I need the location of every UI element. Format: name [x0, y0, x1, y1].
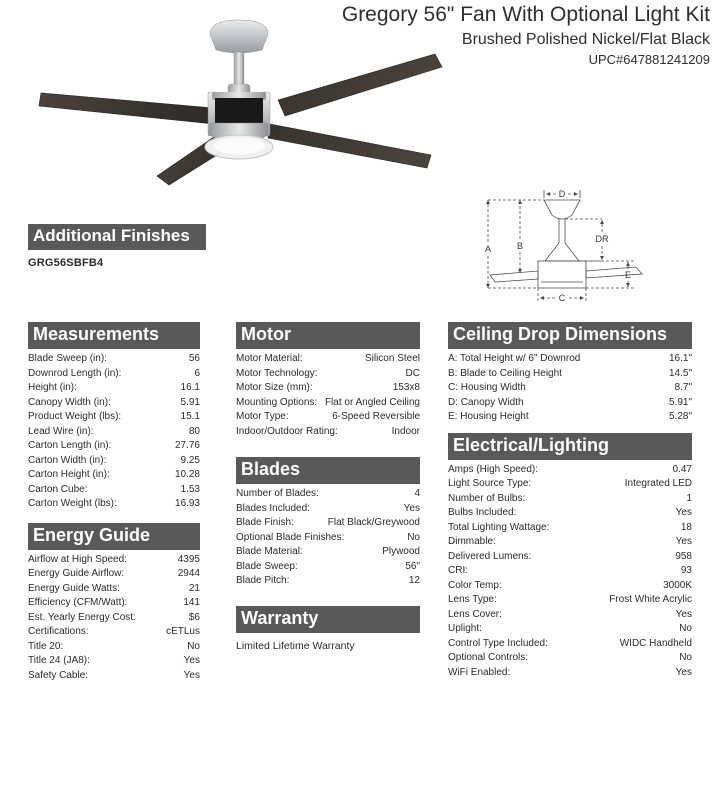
spec-row: [28, 497, 200, 512]
spec-label: Blade Finish:: [236, 517, 294, 528]
spec-row: [28, 425, 200, 440]
spec-label: Est. Yearly Energy Cost:: [28, 611, 136, 623]
spec-value: 6: [194, 367, 200, 379]
warranty-text: Limited Lifetime Warranty: [236, 639, 355, 652]
spec-label: Certifications:: [28, 626, 89, 637]
spec-value: 21: [188, 582, 200, 594]
fan-blade: [39, 93, 214, 124]
spec-row: [28, 468, 200, 483]
spec-label: Product Weight (lbs):: [28, 411, 122, 422]
motor-header: Motor: [236, 322, 420, 349]
spec-value: 153x8: [392, 382, 420, 393]
spec-value: Yes: [183, 655, 200, 666]
spec-value: 56: [188, 353, 200, 364]
spec-label: Efficiency (CFM/Watt):: [28, 597, 128, 608]
spec-row: [28, 654, 200, 669]
spec-label: Airflow at High Speed:: [28, 553, 127, 565]
dim-label-a: A: [484, 244, 492, 254]
spec-label: Blade Pitch:: [236, 575, 290, 586]
spec-column-2: [236, 322, 420, 652]
spec-label: CRI:: [448, 565, 468, 576]
additional-finishes-header: Additional Finishes: [28, 224, 206, 250]
spec-label: D: Canopy Width: [448, 396, 524, 408]
spec-label: Uplight:: [448, 623, 482, 634]
spec-row: [448, 622, 692, 637]
spec-label: Dimmable:: [448, 536, 496, 547]
spec-row: [28, 410, 200, 425]
spec-label: Bulbs Included:: [448, 507, 517, 518]
spec-row: [236, 425, 420, 440]
spec-label: Carton Weight (lbs):: [28, 498, 117, 509]
spec-value: $6: [188, 611, 200, 623]
spec-label: B: Blade to Ceiling Height: [448, 367, 562, 379]
spec-label: Downrod Length (in):: [28, 367, 122, 379]
spec-value: 93: [680, 565, 692, 576]
spec-row: [448, 564, 692, 579]
spec-label: Total Lighting Wattage:: [448, 521, 550, 533]
spec-label: Carton Cube:: [28, 483, 88, 495]
spec-value: 4395: [177, 553, 200, 565]
spec-row: [28, 553, 200, 568]
spec-value: Silicon Steel: [364, 353, 420, 364]
spec-row: [448, 651, 692, 666]
spec-value: No: [407, 531, 420, 543]
spec-row: [236, 545, 420, 560]
spec-label: Motor Size (mm):: [236, 382, 313, 393]
fan-canopy: [210, 20, 268, 53]
warranty-header: Warranty: [236, 606, 420, 633]
ceiling-drop-header: Ceiling Drop Dimensions: [448, 322, 692, 349]
spec-label: Blades Included:: [236, 502, 310, 514]
blades-header: Blades: [236, 457, 420, 484]
spec-label: Color Temp:: [448, 579, 502, 591]
spec-label: Carton Width (in):: [28, 454, 107, 466]
spec-value: 18: [680, 521, 692, 533]
spec-row: [448, 521, 692, 536]
fan-product-image: [26, 8, 456, 220]
spec-row: [236, 410, 420, 425]
diagram-cone: [545, 243, 579, 261]
spec-label: Energy Guide Airflow:: [28, 568, 125, 579]
spec-label: Mounting Options:: [236, 396, 318, 408]
spec-row: [28, 596, 200, 611]
spec-row: [28, 381, 200, 396]
spec-row: [28, 567, 200, 582]
electrical-lighting-rows: [448, 463, 692, 681]
spec-row: [448, 463, 692, 478]
spec-row: [448, 396, 692, 411]
diagram-downrod: [559, 219, 565, 243]
spec-value: Yes: [675, 507, 692, 518]
spec-value: 10.28: [174, 469, 200, 480]
spec-label: C: Housing Width: [448, 382, 526, 393]
spec-label: Control Type Included:: [448, 637, 548, 649]
motor-rows: [236, 352, 420, 439]
spec-value: Yes: [675, 608, 692, 620]
spec-label: Energy Guide Watts:: [28, 582, 120, 594]
spec-label: Motor Type:: [236, 411, 289, 422]
spec-row: [236, 560, 420, 575]
dim-label-c: C: [558, 293, 566, 303]
spec-label: Carton Length (in):: [28, 440, 112, 451]
spec-value: No: [679, 652, 692, 663]
fan-light-glow: [213, 138, 265, 155]
spec-label: Indoor/Outdoor Rating:: [236, 425, 338, 437]
spec-label: WiFi Enabled:: [448, 666, 511, 678]
product-title: Gregory 56" Fan With Optional Light Kit: [341, 3, 710, 26]
spec-label: Number of Blades:: [236, 488, 319, 499]
spec-label: Carton Height (in):: [28, 469, 110, 480]
spec-value: Indoor: [391, 425, 420, 437]
fan-blade: [278, 54, 442, 116]
spec-row: [236, 396, 420, 411]
spec-label: Safety Cable:: [28, 669, 89, 681]
spec-value: WIDC Handheld: [619, 637, 692, 649]
spec-value: Flat Black/Greywood: [327, 517, 420, 528]
fan-downrod: [234, 52, 244, 86]
spec-row: [28, 625, 200, 640]
spec-value: DC: [405, 367, 420, 379]
ceiling-drop-diagram: [468, 186, 718, 318]
spec-row: [448, 608, 692, 623]
spec-value: 15.1: [180, 411, 200, 422]
spec-row: [236, 531, 420, 546]
spec-value: 0.47: [672, 463, 692, 475]
diagram-blade: [490, 271, 538, 282]
measurements-rows: [28, 352, 200, 512]
spec-value: 1: [686, 492, 692, 504]
spec-row: [448, 506, 692, 521]
section-blades: [236, 457, 420, 589]
diagram-housing: [538, 261, 586, 288]
measurements-header: Measurements: [28, 322, 200, 349]
spec-value: 5.91: [180, 396, 200, 408]
spec-value: 5.28": [668, 411, 692, 422]
spec-value: No: [679, 623, 692, 634]
spec-row: [28, 439, 200, 454]
spec-value: 1.53: [180, 483, 200, 495]
energy-guide-header: Energy Guide: [28, 523, 200, 550]
spec-label: Number of Bulbs:: [448, 492, 526, 504]
electrical-lighting-header: Electrical/Lighting: [448, 433, 692, 460]
spec-value: 141: [183, 597, 200, 608]
spec-row: [448, 410, 692, 425]
spec-column-3: [448, 322, 692, 680]
spec-row: [28, 640, 200, 655]
dim-label-dr: DR: [595, 234, 609, 244]
product-upc: UPC#647881241209: [588, 52, 710, 68]
spec-value: No: [187, 640, 200, 652]
spec-value: 56": [405, 560, 420, 572]
spec-label: Motor Technology:: [236, 367, 318, 379]
spec-value: 27.76: [174, 440, 200, 451]
spec-label: Blade Sweep:: [236, 560, 298, 572]
spec-label: Height (in):: [28, 382, 77, 393]
spec-value: 8.7": [674, 382, 692, 393]
spec-row: [28, 483, 200, 498]
dim-label-d: D: [558, 189, 566, 199]
spec-row: [448, 535, 692, 550]
spec-row: [28, 582, 200, 597]
spec-row: [28, 454, 200, 469]
spec-value: Yes: [183, 669, 200, 681]
spec-value: 958: [675, 550, 692, 562]
section-electrical-lighting: [448, 433, 692, 681]
spec-value: Yes: [675, 666, 692, 678]
spec-value: Plywood: [382, 546, 420, 557]
spec-label: A: Total Height w/ 6" Downrod: [448, 353, 581, 364]
spec-row: [448, 637, 692, 652]
spec-label: Light Source Type:: [448, 478, 532, 489]
spec-value: 16.93: [174, 498, 200, 509]
spec-row: [448, 666, 692, 681]
blades-rows: [236, 487, 420, 589]
spec-label: Delivered Lumens:: [448, 550, 532, 562]
spec-label: Amps (High Speed):: [448, 463, 539, 475]
spec-value: cETLus: [166, 626, 200, 637]
spec-label: Lead Wire (in):: [28, 425, 94, 437]
section-measurements: [28, 322, 200, 512]
spec-value: 14.5": [668, 367, 692, 379]
fan-motor-band: [215, 98, 263, 123]
spec-row: [448, 550, 692, 565]
spec-value: 16.1: [180, 382, 200, 393]
spec-row: [236, 516, 420, 531]
spec-value: 80: [188, 425, 200, 437]
spec-row: [448, 593, 692, 608]
spec-row: [236, 381, 420, 396]
spec-label: Blade Sweep (in):: [28, 353, 107, 364]
spec-row: [448, 352, 692, 367]
spec-value: 2944: [177, 568, 200, 579]
spec-value: 9.25: [180, 454, 200, 466]
finish-sku: GRG56SBFB4: [28, 257, 104, 269]
spec-label: Title 24 (JA8):: [28, 655, 90, 666]
product-finish: Brushed Polished Nickel/Flat Black: [461, 31, 710, 49]
spec-label: E: Housing Height: [448, 411, 529, 422]
spec-row: [28, 611, 200, 626]
section-additional-finishes: [28, 224, 206, 269]
spec-column-1: [28, 322, 200, 683]
spec-value: Yes: [675, 536, 692, 547]
spec-row: [236, 352, 420, 367]
spec-value: Frost White Acrylic: [609, 594, 692, 605]
spec-value: 3000K: [663, 579, 692, 591]
spec-row: [236, 367, 420, 382]
spec-label: Blade Material:: [236, 546, 303, 557]
diagram-canopy: [544, 200, 580, 219]
spec-value: 6-Speed Reversible: [332, 411, 420, 422]
section-warranty: [236, 606, 420, 652]
spec-row: [448, 381, 692, 396]
spec-row: [28, 669, 200, 684]
spec-row: [236, 502, 420, 517]
dim-label-e: E: [624, 270, 632, 280]
section-ceiling-drop: [448, 322, 692, 425]
spec-value: 4: [414, 488, 420, 499]
spec-value: 5.91": [668, 396, 692, 408]
spec-value: Integrated LED: [624, 478, 692, 489]
spec-label: Optional Blade Finishes:: [236, 531, 345, 543]
fan-blade: [268, 124, 431, 168]
spec-row: [28, 367, 200, 382]
spec-value: Flat or Angled Ceiling: [324, 396, 420, 408]
spec-value: Yes: [403, 502, 420, 514]
spec-row: [448, 579, 692, 594]
section-energy-guide: [28, 523, 200, 684]
spec-row: [236, 574, 420, 589]
spec-label: Lens Type:: [448, 594, 497, 605]
dim-label-b: B: [516, 241, 524, 251]
spec-row: [448, 492, 692, 507]
spec-row: [28, 352, 200, 367]
spec-row: [448, 367, 692, 382]
spec-label: Title 20:: [28, 640, 64, 652]
diagram-blade: [586, 267, 642, 278]
spec-label: Optional Controls:: [448, 652, 529, 663]
spec-row: [236, 487, 420, 502]
spec-label: Motor Material:: [236, 353, 303, 364]
section-motor: [236, 322, 420, 439]
spec-label: Lens Cover:: [448, 608, 502, 620]
spec-row: [448, 477, 692, 492]
spec-value: 12: [408, 575, 420, 586]
spec-row: [28, 396, 200, 411]
spec-value: 16.1": [668, 353, 692, 364]
energy-guide-rows: [28, 553, 200, 684]
ceiling-drop-rows: [448, 352, 692, 425]
spec-label: Canopy Width (in):: [28, 396, 111, 408]
